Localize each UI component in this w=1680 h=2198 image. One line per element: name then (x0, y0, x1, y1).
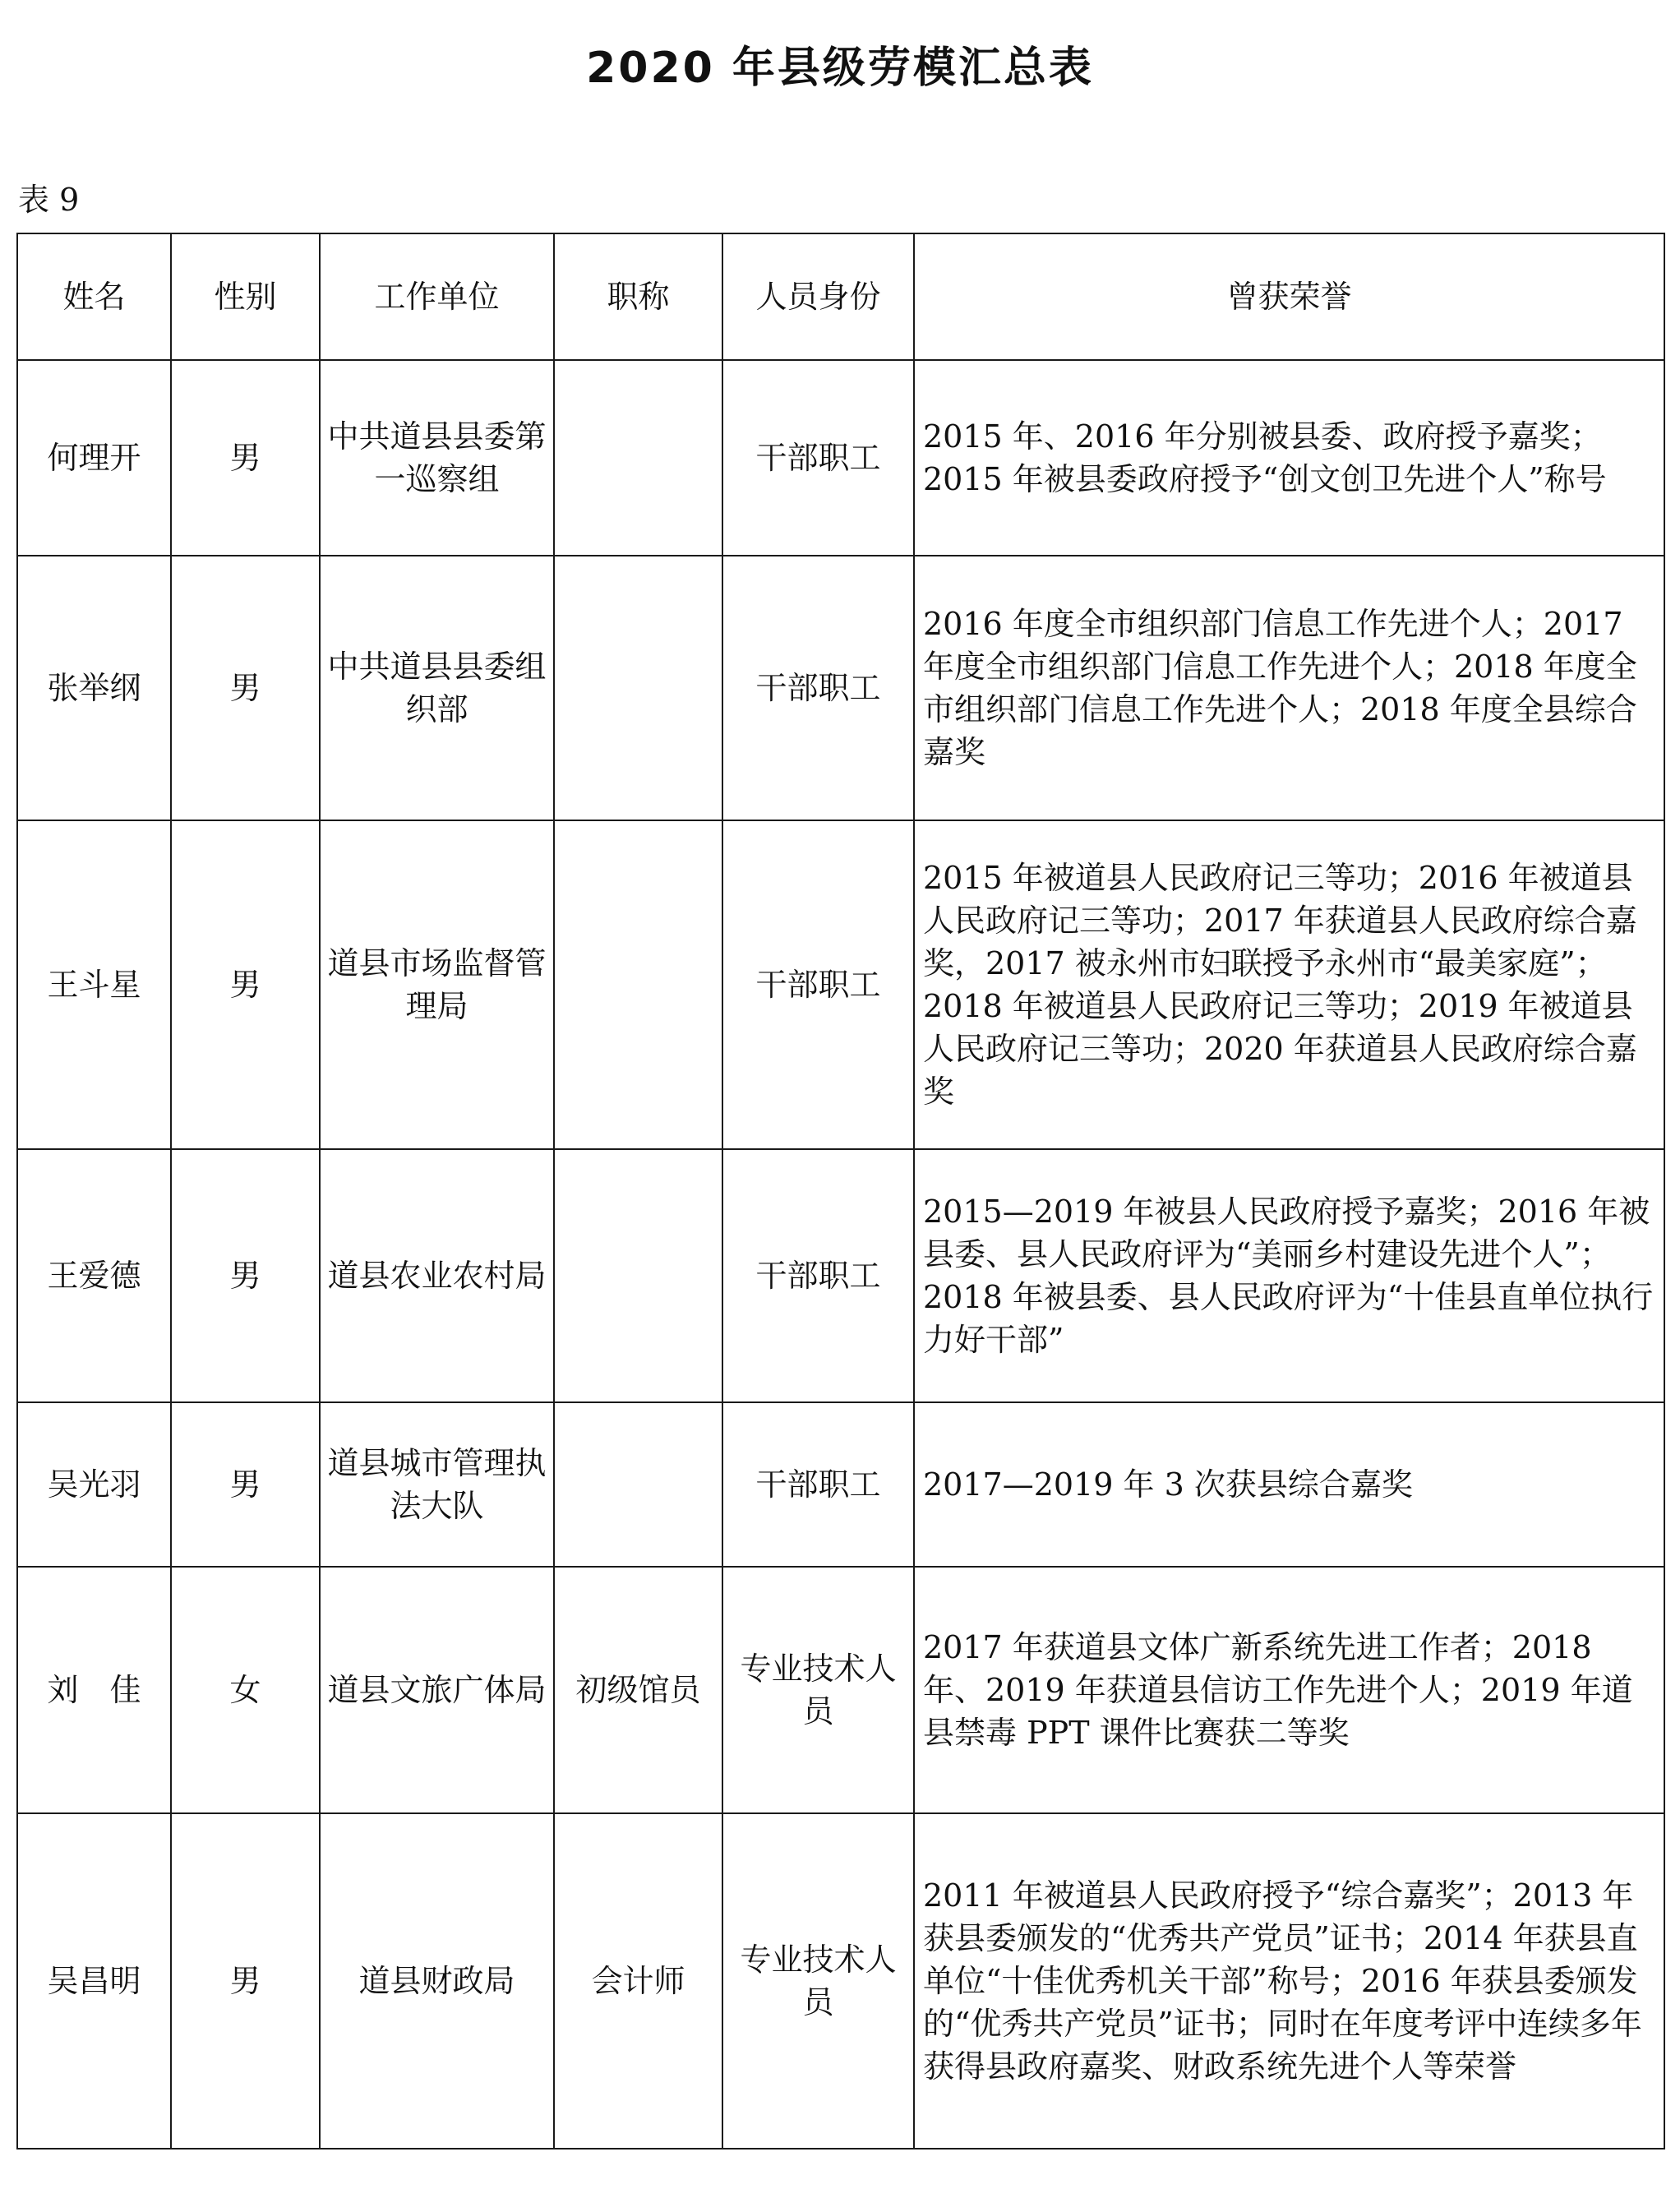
cell-name: 刘 佳 (17, 1567, 171, 1813)
cell-work-unit: 道县财政局 (320, 1813, 554, 2149)
cell-name: 吴昌明 (17, 1813, 171, 2149)
cell-honors: 2015—2019 年被县人民政府授予嘉奖；2016 年被县委、县人民政府评为“美丽乡村建设先进个人”；2018 年被县委、县人民政府评为“十佳县直单位执行力好干部” (914, 1149, 1664, 1402)
cell-work-unit: 道县农业农村局 (320, 1149, 554, 1402)
table-row (17, 820, 1664, 1149)
cell-job-title (554, 556, 722, 820)
document-title: 2020 年县级劳模汇总表 (586, 44, 1094, 93)
header-gender: 性别 (171, 233, 320, 360)
cell-gender: 男 (171, 820, 320, 1149)
cell-gender: 男 (171, 1813, 320, 2149)
cell-honors: 2016 年度全市组织部门信息工作先进个人；2017 年度全市组织部门信息工作先进个人；2018 年度全市组织部门信息工作先进个人；2018 年度全县综合嘉奖 (914, 556, 1664, 820)
cell-gender: 女 (171, 1567, 320, 1813)
cell-gender: 男 (171, 1149, 320, 1402)
cell-work-unit: 道县城市管理执法大队 (320, 1402, 554, 1567)
header-work-unit: 工作单位 (320, 233, 554, 360)
cell-work-unit: 道县文旅广体局 (320, 1567, 554, 1813)
table-row (17, 556, 1664, 820)
cell-job-title (554, 1402, 722, 1567)
cell-job-title (554, 1149, 722, 1402)
cell-identity: 干部职工 (722, 1149, 914, 1402)
cell-job-title: 初级馆员 (554, 1567, 722, 1813)
cell-gender: 男 (171, 1402, 320, 1567)
cell-identity: 干部职工 (722, 556, 914, 820)
table-row (17, 360, 1664, 556)
cell-honors: 2017—2019 年 3 次获县综合嘉奖 (914, 1402, 1664, 1567)
cell-honors: 2015 年、2016 年分别被县委、政府授予嘉奖；2015 年被县委政府授予“创文创卫先进个人”称号 (914, 360, 1664, 556)
table-header-row (17, 233, 1664, 360)
table-row (17, 1567, 1664, 1813)
cell-name: 张举纲 (17, 556, 171, 820)
cell-identity: 专业技术人员 (722, 1567, 914, 1813)
table-row (17, 1149, 1664, 1402)
cell-identity: 专业技术人员 (722, 1813, 914, 2149)
cell-gender: 男 (171, 360, 320, 556)
cell-job-title (554, 360, 722, 556)
labor-model-table (16, 233, 1665, 2150)
table-number-label: 表 9 (18, 182, 80, 218)
cell-honors: 2017 年获道县文体广新系统先进工作者；2018 年、2019 年获道县信访工作先进个人；2019 年道县禁毒 PPT 课件比赛获二等奖 (914, 1567, 1664, 1813)
cell-identity: 干部职工 (722, 360, 914, 556)
cell-identity: 干部职工 (722, 820, 914, 1149)
cell-work-unit: 中共道县县委组织部 (320, 556, 554, 820)
header-honors: 曾获荣誉 (914, 233, 1664, 360)
table-row (17, 1402, 1664, 1567)
cell-name: 吴光羽 (17, 1402, 171, 1567)
cell-gender: 男 (171, 556, 320, 820)
cell-name: 王斗星 (17, 820, 171, 1149)
cell-work-unit: 中共道县县委第一巡察组 (320, 360, 554, 556)
header-identity: 人员身份 (722, 233, 914, 360)
cell-honors: 2011 年被道县人民政府授予“综合嘉奖”；2013 年获县委颁发的“优秀共产党员”证书；2014 年获县直单位“十佳优秀机关干部”称号；2016 年获县委颁发的“优秀共产党员”证书；同时在年度考评中连续多年获得县政府嘉奖、财政系统先进个人等荣誉 (914, 1813, 1664, 2149)
table-row (17, 1813, 1664, 2149)
header-job-title: 职称 (554, 233, 722, 360)
cell-work-unit: 道县市场监督管理局 (320, 820, 554, 1149)
cell-job-title: 会计师 (554, 1813, 722, 2149)
cell-honors: 2015 年被道县人民政府记三等功；2016 年被道县人民政府记三等功；2017 年获道县人民政府综合嘉奖，2017 被永州市妇联授予永州市“最美家庭”；2018 年被道县人民政府记三等功；2019 年被道县人民政府记三等功；2020 年获道县人民政府综合嘉奖 (914, 820, 1664, 1149)
header-name: 姓名 (17, 233, 171, 360)
cell-job-title (554, 820, 722, 1149)
cell-name: 何理开 (17, 360, 171, 556)
cell-identity: 干部职工 (722, 1402, 914, 1567)
cell-name: 王爱德 (17, 1149, 171, 1402)
